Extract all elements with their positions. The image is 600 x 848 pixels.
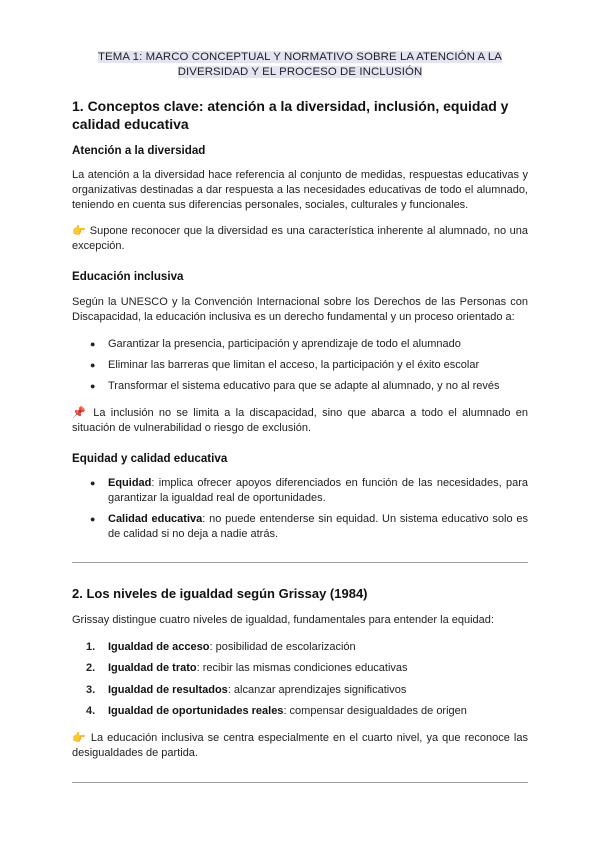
equidad-item-2-text: : no puede entenderse sin equidad. Un sistema educativo solo es de calidad si no deja a nadie atrás. [108,513,528,541]
grissay-item-1-text: : posibilidad de escolarización [209,641,356,653]
grissay-item-3-term: Igualdad de resultados [108,684,228,696]
pointing-hand-icon: 👉 [72,225,87,237]
atencion-paragraph: La atención a la diversidad hace referencia al conjunto de medidas, respuestas educativas y organizativas destinadas a dar respuesta a las necesidades educativas de todo el alumnado, teniendo en cuenta sus diferencias personales, sociales, culturales y funcionales. [72,169,528,212]
section-divider [72,782,528,783]
grissay-item-4-term: Igualdad de oportunidades reales [108,705,284,717]
section-2-heading: 2. Los niveles de igualdad según Grissay (1984) [72,586,368,601]
equidad-heading: Equidad y calidad educativa [72,452,228,465]
grissay-item-2 [108,661,528,676]
list-number: 4. [86,705,96,717]
grissay-item-4 [108,704,528,719]
atencion-note-text: Supone reconocer que la diversidad es una característica inherente al alumnado, no una excepción. [72,225,529,253]
grissay-item-4-text: : compensar desigualdades de origen [283,705,467,717]
equidad-item-1-text: : implica ofrecer apoyos diferenciados en función de las necesidades, para garantizar la igualdad real de oportunidades. [108,477,528,505]
bullet-icon: ● [90,360,96,370]
inclusiva-heading: Educación inclusiva [72,270,184,283]
section-divider [72,562,528,563]
pushpin-icon: 📌 [72,407,88,419]
bullet-icon: ● [90,478,96,488]
document-title [90,50,510,80]
grissay-item-3-text: : alcanzar aprendizajes significativos [227,684,407,696]
bullet-icon: ● [90,339,96,349]
equidad-item-1-term: Equidad [108,477,152,489]
inclusiva-note-text: La inclusión no se limita a la discapacidad, sino que abarca a todo el alumnado en situación de vulnerabilidad o riesgo de exclusión. [72,407,528,435]
grissay-item-2-text: : recibir las mismas condiciones educativas [196,662,408,674]
atencion-heading: Atención a la diversidad [72,144,206,157]
bullet-icon: ● [90,381,96,391]
inclusiva-bullet-3: Transformar el sistema educativo para que se adapte al alumnado, y no al revés [108,380,500,392]
equidad-item-1 [108,476,528,506]
equidad-item-2-term: Calidad educativa [108,513,203,525]
inclusiva-paragraph: Según la UNESCO y la Convención Internacional sobre los Derechos de las Personas con Discapacidad, la educación inclusiva es un derecho fundamental y un proceso orientado a: [72,296,528,324]
section-2-intro: Grissay distingue cuatro niveles de igualdad, fundamentales para entender la equidad: [72,614,494,626]
pointing-hand-icon: 👉 [72,732,87,744]
inclusiva-note [72,406,528,436]
grissay-item-1 [108,640,528,655]
grissay-item-3 [108,683,528,698]
section-2-note [72,731,528,761]
inclusiva-bullet-1: Garantizar la presencia, participación y aprendizaje de todo el alumnado [108,338,461,350]
grissay-item-2-term: Igualdad de trato [108,662,197,674]
section-1-heading: 1. Conceptos clave: atención a la diversidad, inclusión, equidad y calidad educativa [72,98,509,132]
grissay-item-1-term: Igualdad de acceso [108,641,210,653]
bullet-icon: ● [90,514,96,524]
list-number: 2. [86,662,96,674]
inclusiva-bullet-2: Eliminar las barreras que limitan el acceso, la participación y el éxito escolar [108,359,480,371]
list-number: 3. [86,684,96,696]
title-line-1: TEMA 1: MARCO CONCEPTUAL Y NORMATIVO SOBRE LA ATENCIÓN A LA [97,51,503,63]
equidad-item-2 [108,512,528,542]
title-line-2: DIVERSIDAD Y EL PROCESO DE INCLUSIÓN [177,66,423,78]
section-2-note-text: La educación inclusiva se centra especialmente en el cuarto nivel, ya que reconoce las desigualdades de partida. [72,732,528,760]
list-number: 1. [86,641,96,653]
atencion-note [72,224,528,254]
